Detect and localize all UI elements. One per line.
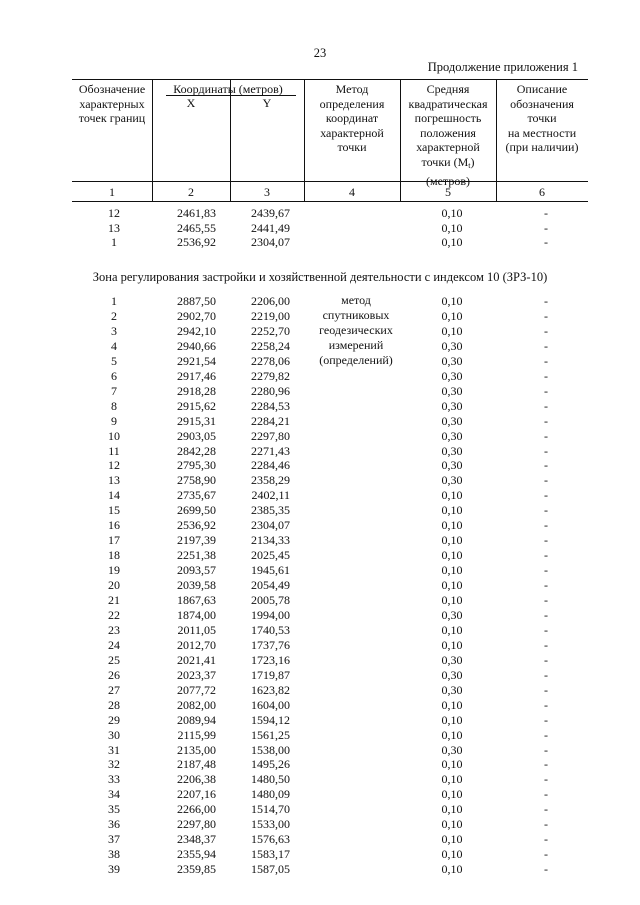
point-description: - <box>544 802 548 817</box>
coord-x: 2465,55 <box>177 220 216 235</box>
coord-x: 2077,72 <box>177 682 216 697</box>
coord-y: 1587,05 <box>251 862 290 877</box>
table-row <box>0 862 640 877</box>
coord-x: 2942,10 <box>177 323 216 338</box>
table-row <box>0 563 640 578</box>
coord-y: 1538,00 <box>251 742 290 757</box>
col-number-5: 5 <box>445 185 451 199</box>
mean-error: 0,30 <box>441 682 463 697</box>
table-row <box>0 369 640 384</box>
mean-error: 0,10 <box>441 712 463 727</box>
coord-y: 1480,50 <box>251 772 290 787</box>
mean-error: 0,10 <box>441 772 463 787</box>
coord-y: 1594,12 <box>251 712 290 727</box>
table-row <box>0 548 640 563</box>
point-description: - <box>544 235 548 250</box>
mean-error: 0,10 <box>441 862 463 877</box>
coord-x: 2536,92 <box>177 518 216 533</box>
table-row <box>0 503 640 518</box>
col-number-2: 2 <box>188 185 194 199</box>
mean-error: 0,30 <box>441 413 463 428</box>
point-description: - <box>544 697 548 712</box>
coord-x: 2536,92 <box>177 235 216 250</box>
point-id: 35 <box>108 802 120 817</box>
coord-x: 2758,90 <box>177 473 216 488</box>
mean-error: 0,10 <box>441 518 463 533</box>
header-y: Y <box>262 96 272 110</box>
coord-y: 2206,00 <box>251 294 290 308</box>
point-description: - <box>544 488 548 503</box>
mean-error: 0,10 <box>441 578 463 593</box>
point-id: 34 <box>108 787 120 802</box>
point-id: 8 <box>111 398 117 413</box>
point-id: 36 <box>108 817 120 832</box>
point-id: 27 <box>108 682 120 697</box>
table-row <box>0 429 640 444</box>
point-id: 22 <box>108 607 120 622</box>
table-row <box>0 728 640 743</box>
coord-y: 1495,26 <box>251 757 290 772</box>
coord-x: 2355,94 <box>177 847 216 862</box>
table-row <box>0 414 640 429</box>
table-row <box>0 802 640 817</box>
coord-y: 2297,80 <box>251 428 290 443</box>
table-row <box>0 206 640 221</box>
method-description: метод спутниковых геодезических измерений (определений) <box>319 293 393 367</box>
point-id: 37 <box>108 832 120 847</box>
mean-error: 0,10 <box>441 847 463 862</box>
mean-error: 0,10 <box>441 220 463 235</box>
point-description: - <box>544 667 548 682</box>
coord-y: 2284,46 <box>251 458 290 473</box>
mean-error: 0,30 <box>441 428 463 443</box>
coord-x: 2082,00 <box>177 697 216 712</box>
table-row <box>0 324 640 339</box>
mean-error: 0,30 <box>441 667 463 682</box>
point-description: - <box>544 368 548 383</box>
mean-error: 0,10 <box>441 787 463 802</box>
coord-y: 1737,76 <box>251 637 290 652</box>
coord-x: 2039,58 <box>177 578 216 593</box>
point-id: 13 <box>108 473 120 488</box>
mean-error: 0,10 <box>441 503 463 518</box>
table-row <box>0 608 640 623</box>
point-id: 13 <box>108 220 120 235</box>
table-row <box>0 593 640 608</box>
table-row <box>0 713 640 728</box>
point-description: - <box>544 682 548 697</box>
point-id: 3 <box>111 323 117 338</box>
mean-error: 0,10 <box>441 727 463 742</box>
mean-error: 0,30 <box>441 383 463 398</box>
point-description: - <box>544 294 548 308</box>
coord-y: 1623,82 <box>251 682 290 697</box>
header-x: X <box>186 96 196 110</box>
point-description: - <box>544 787 548 802</box>
header-mean-error: Средняя квадратическая погрешность положения характерной точки $(M_t)$ (метров) <box>408 82 488 188</box>
coord-x: 2206,38 <box>177 772 216 787</box>
table-row <box>0 668 640 683</box>
coord-y: 1514,70 <box>251 802 290 817</box>
mean-error: 0,30 <box>441 338 463 353</box>
point-description: - <box>544 563 548 578</box>
coord-y: 2134,33 <box>251 533 290 548</box>
point-description: - <box>544 383 548 398</box>
table-row <box>0 235 640 250</box>
header-coordinates: Координаты (метров) <box>173 82 283 96</box>
coord-x: 1874,00 <box>177 607 216 622</box>
mean-error: 0,10 <box>441 548 463 563</box>
coord-y: 2252,70 <box>251 323 290 338</box>
coord-x: 2699,50 <box>177 503 216 518</box>
col-number-4: 4 <box>349 185 355 199</box>
coord-y: 1604,00 <box>251 697 290 712</box>
coord-x: 2023,37 <box>177 667 216 682</box>
point-description: - <box>544 637 548 652</box>
point-id: 33 <box>108 772 120 787</box>
mean-error: 0,10 <box>441 308 463 323</box>
coord-y: 2358,29 <box>251 473 290 488</box>
coord-y: 1723,16 <box>251 652 290 667</box>
coord-y: 2284,53 <box>251 398 290 413</box>
coord-y: 1583,17 <box>251 847 290 862</box>
point-description: - <box>544 712 548 727</box>
point-id: 19 <box>108 563 120 578</box>
point-id: 30 <box>108 727 120 742</box>
point-id: 39 <box>108 862 120 877</box>
coord-x: 2918,28 <box>177 383 216 398</box>
mean-error: 0,10 <box>441 817 463 832</box>
mean-error: 0,10 <box>441 757 463 772</box>
point-description: - <box>544 847 548 862</box>
point-id: 24 <box>108 637 120 652</box>
point-id: 1 <box>111 235 117 250</box>
point-description: - <box>544 338 548 353</box>
point-id: 11 <box>108 443 120 458</box>
coord-x: 2940,66 <box>177 338 216 353</box>
table-row <box>0 444 640 459</box>
table-row <box>0 399 640 414</box>
coord-y: 2402,11 <box>251 488 290 503</box>
point-description: - <box>544 323 548 338</box>
coord-y: 1480,09 <box>251 787 290 802</box>
point-description: - <box>544 443 548 458</box>
mean-error: 0,10 <box>441 563 463 578</box>
point-id: 26 <box>108 667 120 682</box>
coord-x: 2251,38 <box>177 548 216 563</box>
table-row <box>0 533 640 548</box>
mean-error: 0,10 <box>441 294 463 308</box>
mean-error: 0,30 <box>441 607 463 622</box>
coord-y: 2271,43 <box>251 443 290 458</box>
point-description: - <box>544 652 548 667</box>
table-row <box>0 832 640 847</box>
point-id: 17 <box>108 533 120 548</box>
table-row <box>0 638 640 653</box>
point-id: 10 <box>108 428 120 443</box>
coord-x: 2348,37 <box>177 832 216 847</box>
point-description: - <box>544 308 548 323</box>
coord-y: 2005,78 <box>251 593 290 607</box>
mean-error: 0,10 <box>441 488 463 503</box>
coord-x: 2135,00 <box>177 742 216 757</box>
coord-x: 2887,50 <box>177 294 216 308</box>
point-id: 23 <box>108 622 120 637</box>
point-id: 7 <box>111 383 117 398</box>
coord-x: 2915,62 <box>177 398 216 413</box>
mean-error: 0,30 <box>441 368 463 383</box>
table-row <box>0 623 640 638</box>
point-description: - <box>544 727 548 742</box>
coord-x: 2011,05 <box>177 622 216 637</box>
mean-error: 0,30 <box>441 353 463 368</box>
point-id: 25 <box>108 652 120 667</box>
coord-y: 2385,35 <box>251 503 290 518</box>
header-method: Метод определения координат характерной точки <box>319 82 385 155</box>
table-header <box>72 79 588 202</box>
coord-x: 2187,48 <box>177 757 216 772</box>
coord-x: 2115,99 <box>177 727 216 742</box>
coord-y: 2258,24 <box>251 338 290 353</box>
point-description: - <box>544 548 548 563</box>
point-description: - <box>544 622 548 637</box>
table-row <box>0 354 640 369</box>
mean-error: 0,10 <box>441 622 463 637</box>
coord-y: 2054,49 <box>251 578 290 593</box>
point-description: - <box>544 220 548 235</box>
coord-x: 2359,85 <box>177 862 216 877</box>
point-id: 1 <box>111 294 117 308</box>
continuation-label: Продолжение приложения 1 <box>427 60 578 74</box>
table-row <box>0 488 640 503</box>
point-id: 29 <box>108 712 120 727</box>
coord-x: 2021,41 <box>177 652 216 667</box>
coord-y: 2439,67 <box>251 206 290 220</box>
point-description: - <box>544 578 548 593</box>
mean-error: 0,10 <box>441 323 463 338</box>
point-description: - <box>544 428 548 443</box>
point-id: 6 <box>111 368 117 383</box>
point-id: 15 <box>108 503 120 518</box>
coord-y: 1740,53 <box>251 622 290 637</box>
point-id: 14 <box>108 488 120 503</box>
header-point-designation: Обозначение характерных точек границ <box>78 82 146 126</box>
point-description: - <box>544 206 548 220</box>
col-number-6: 6 <box>539 185 545 199</box>
mean-error: 0,10 <box>441 637 463 652</box>
coord-x: 2012,70 <box>177 637 216 652</box>
mean-error: 0,30 <box>441 398 463 413</box>
point-id: 32 <box>108 757 120 772</box>
table-row <box>0 772 640 787</box>
table-row <box>0 339 640 354</box>
coord-y: 1561,25 <box>251 727 290 742</box>
table-row <box>0 473 640 488</box>
point-description: - <box>544 353 548 368</box>
point-id: 9 <box>111 413 117 428</box>
col-number-1: 1 <box>109 185 115 199</box>
coord-x: 2197,39 <box>177 533 216 548</box>
zone-title: Зона регулирования застройки и хозяйственной деятельности с индексом 10 (ЗРЗ-10) <box>92 270 548 284</box>
coord-y: 2304,07 <box>251 235 290 250</box>
coord-y: 2219,00 <box>251 308 290 323</box>
point-id: 4 <box>111 338 117 353</box>
point-description: - <box>544 772 548 787</box>
coord-y: 2284,21 <box>251 413 290 428</box>
coord-y: 2304,07 <box>251 518 290 533</box>
coord-y: 2279,82 <box>251 368 290 383</box>
point-id: 12 <box>108 458 120 473</box>
coord-x: 2917,46 <box>177 368 216 383</box>
table-row <box>0 847 640 862</box>
point-description: - <box>544 413 548 428</box>
table-row <box>0 757 640 772</box>
point-id: 2 <box>111 308 117 323</box>
coord-x: 2461,83 <box>177 206 216 220</box>
coord-x: 2089,94 <box>177 712 216 727</box>
table-row <box>0 518 640 533</box>
col-number-3: 3 <box>264 185 270 199</box>
mean-error: 0,10 <box>441 206 463 220</box>
coord-y: 2280,96 <box>251 383 290 398</box>
coord-y: 1994,00 <box>251 607 290 622</box>
point-description: - <box>544 593 548 607</box>
coord-y: 2278,06 <box>251 353 290 368</box>
point-description: - <box>544 533 548 548</box>
point-description: - <box>544 862 548 877</box>
coord-x: 2735,67 <box>177 488 216 503</box>
table-row <box>0 817 640 832</box>
point-id: 5 <box>111 353 117 368</box>
coord-y: 1719,87 <box>251 667 290 682</box>
point-description: - <box>544 518 548 533</box>
coord-x: 2795,30 <box>177 458 216 473</box>
page-number: 23 <box>313 46 327 60</box>
point-id: 18 <box>108 548 120 563</box>
point-description: - <box>544 817 548 832</box>
table-row <box>0 309 640 324</box>
point-id: 21 <box>108 593 120 607</box>
mean-error: 0,30 <box>441 742 463 757</box>
table-row <box>0 743 640 758</box>
coord-x: 1867,63 <box>177 593 216 607</box>
point-description: - <box>544 742 548 757</box>
mean-error: 0,30 <box>441 473 463 488</box>
point-id: 12 <box>108 206 120 220</box>
table-row <box>0 653 640 668</box>
coord-y: 2025,45 <box>251 548 290 563</box>
coord-y: 2441,49 <box>251 220 290 235</box>
coord-y: 1945,61 <box>251 563 290 578</box>
coord-x: 2842,28 <box>177 443 216 458</box>
coord-x: 2207,16 <box>177 787 216 802</box>
point-id: 20 <box>108 578 120 593</box>
table-row <box>0 458 640 473</box>
mean-error: 0,10 <box>441 697 463 712</box>
header-description: Описание обозначения точки на местности (при наличии) <box>505 82 579 155</box>
coord-y: 1576,63 <box>251 832 290 847</box>
table-row <box>0 578 640 593</box>
point-description: - <box>544 607 548 622</box>
table-row <box>0 698 640 713</box>
mean-error: 0,10 <box>441 235 463 250</box>
table-row <box>0 683 640 698</box>
coord-x: 2093,57 <box>177 563 216 578</box>
mean-error: 0,10 <box>441 832 463 847</box>
table-row <box>0 294 640 309</box>
mean-error: 0,30 <box>441 458 463 473</box>
coord-x: 2915,31 <box>177 413 216 428</box>
coord-x: 2921,54 <box>177 353 216 368</box>
coord-x: 2266,00 <box>177 802 216 817</box>
mean-error: 0,10 <box>441 802 463 817</box>
point-description: - <box>544 398 548 413</box>
coord-x: 2902,70 <box>177 308 216 323</box>
point-description: - <box>544 757 548 772</box>
point-description: - <box>544 458 548 473</box>
point-id: 28 <box>108 697 120 712</box>
coord-x: 2903,05 <box>177 428 216 443</box>
coord-y: 1533,00 <box>251 817 290 832</box>
table-row <box>0 787 640 802</box>
point-description: - <box>544 832 548 847</box>
point-id: 38 <box>108 847 120 862</box>
table-row <box>0 221 640 236</box>
coord-x: 2297,80 <box>177 817 216 832</box>
point-description: - <box>544 473 548 488</box>
point-description: - <box>544 503 548 518</box>
table-row <box>0 384 640 399</box>
mean-error: 0,10 <box>441 533 463 548</box>
mean-error: 0,10 <box>441 593 463 607</box>
mean-error: 0,30 <box>441 652 463 667</box>
point-id: 16 <box>108 518 120 533</box>
point-id: 31 <box>108 742 120 757</box>
mean-error: 0,30 <box>441 443 463 458</box>
